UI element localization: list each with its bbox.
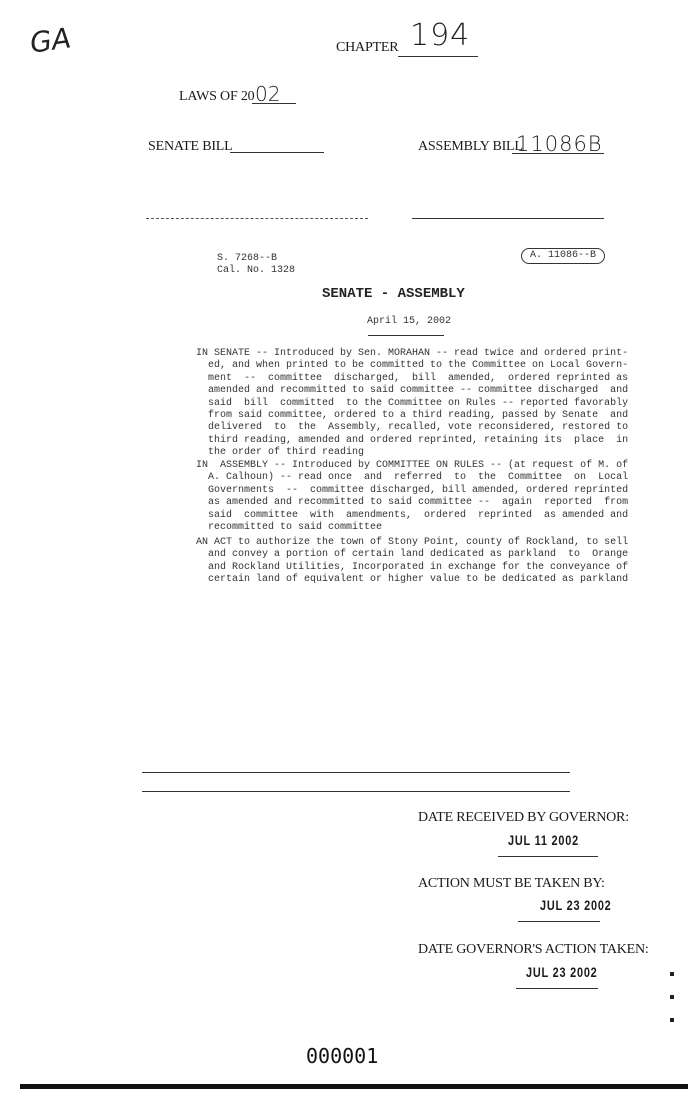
act-line: certain land of equivalent or higher value to be dedicated as parkland <box>208 574 629 586</box>
act-line: and convey a portion of certain land dedicated as parkland to Orange <box>208 549 629 561</box>
history-line: ment -- committee discharged, bill amended, ordered reprinted as <box>208 372 629 384</box>
received-date: JUL 11 2002 <box>508 832 579 848</box>
margin-tick <box>670 972 674 976</box>
action-by-underline <box>518 921 600 922</box>
act-line: AN ACT to authorize the town of Stony Point, county of Rockland, to sell <box>196 537 629 548</box>
action-by-label: ACTION MUST BE TAKEN BY: <box>418 876 605 891</box>
margin-tick <box>670 1018 674 1022</box>
action-taken-date: JUL 23 2002 <box>526 964 598 980</box>
document-date: April 15, 2002 <box>367 316 452 327</box>
history-line: the order of third reading <box>208 447 365 459</box>
received-underline <box>498 856 598 857</box>
action-taken-label: DATE GOVERNOR'S ACTION TAKEN: <box>418 942 649 957</box>
margin-mark: GA <box>27 21 73 60</box>
senate-signature-line <box>146 218 368 219</box>
history-line: recommitted to said committee <box>208 522 383 533</box>
chapter-number: 194 <box>410 18 471 53</box>
senate-bill-number: S. 7268--B <box>217 253 278 264</box>
history-line: IN ASSEMBLY -- Introduced by COMMITTEE ON RULES -- (at request of M. of <box>196 460 629 471</box>
chapter-underline <box>398 56 478 57</box>
assembly-bill-label: ASSEMBLY BILL <box>418 139 523 154</box>
history-line: ed, and when printed to be committed to the Committee on Local Govern- <box>208 360 629 372</box>
chapter-label: CHAPTER <box>336 40 399 55</box>
history-line: A. Calhoun) -- read once and referred to the Committee on Local <box>208 472 629 484</box>
page-number: 000001 <box>306 1044 379 1068</box>
act-line: and Rockland Utilities, Incorporated in exchange for the conveyance of <box>208 561 629 573</box>
history-line: delivered to the Assembly, recalled, vote reconsidered, restored to <box>208 422 629 434</box>
assembly-signature-line <box>412 218 604 219</box>
history-line: said committee with amendments, ordered reprinted as amended and <box>208 509 629 521</box>
history-line: IN SENATE -- Introduced by Sen. MORAHAN -- read twice and ordered print- <box>196 348 629 359</box>
assembly-bill-stamp: A. 11086--B <box>521 248 605 264</box>
assembly-bill-underline <box>512 153 604 154</box>
senate-bill-underline <box>230 152 324 153</box>
assembly-bill-number: 11086B <box>516 132 603 156</box>
action-by-date: JUL 23 2002 <box>540 897 612 913</box>
calendar-number: Cal. No. 1328 <box>217 265 296 276</box>
history-line: as amended and recommitted to said committee -- again reported from <box>208 497 629 509</box>
laws-label: LAWS OF 20 <box>179 89 255 104</box>
scan-edge-bar <box>20 1084 688 1089</box>
action-taken-underline <box>516 988 598 989</box>
history-line: amended and recommitted to said committee -- committee discharged and <box>208 385 629 397</box>
received-label: DATE RECEIVED BY GOVERNOR: <box>418 810 629 825</box>
separator-line-top <box>142 772 570 773</box>
history-line: third reading, amended and ordered reprinted, retaining its place in <box>208 434 629 446</box>
history-line: said bill committed to the Committee on Rules -- reported favorably <box>208 397 629 409</box>
margin-tick <box>670 995 674 999</box>
history-line: Governments -- committee discharged, bill amended, ordered reprinted <box>208 484 629 496</box>
senate-bill-label: SENATE BILL <box>148 139 233 154</box>
document-title: SENATE - ASSEMBLY <box>322 286 465 302</box>
history-line: from said committee, ordered to a third reading, passed by Senate and <box>208 410 629 421</box>
laws-year: 02 <box>255 82 281 106</box>
laws-underline <box>252 103 296 104</box>
separator-line-bottom <box>142 791 570 792</box>
title-divider <box>368 335 444 336</box>
